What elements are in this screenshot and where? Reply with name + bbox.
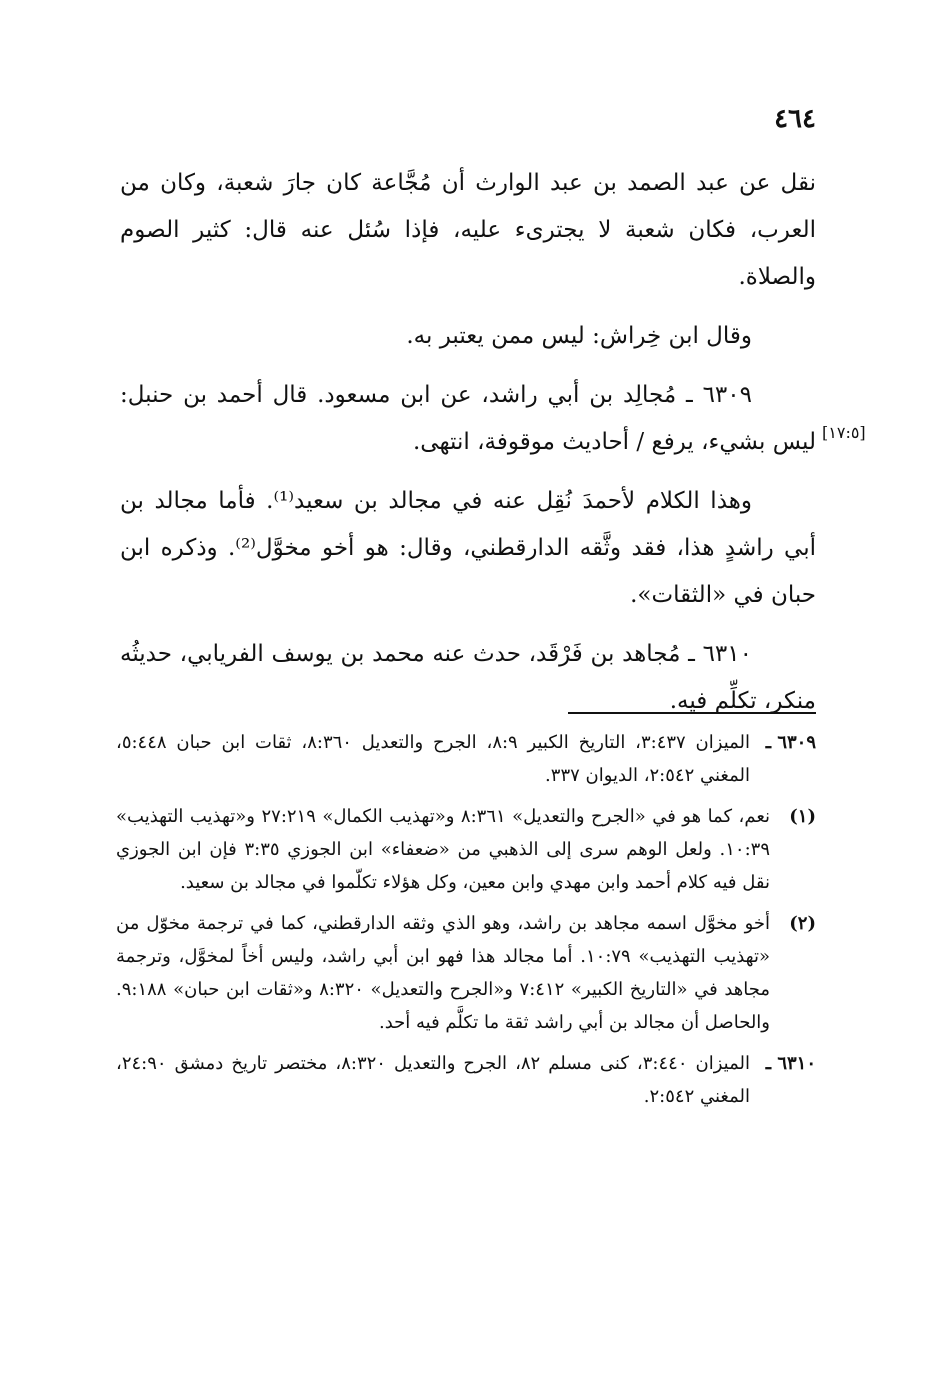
footnote-1 (116, 800, 816, 899)
footnote-ref-number: ٦٣٠٩ ـ (765, 732, 816, 753)
footnote-divider (568, 712, 816, 714)
footnote-ref-text: الميزان ٣:٤٣٧، التاريخ الكبير ٨:٩، الجرح والتعديل ٨:٣٦٠، ثقات ابن حبان ٥:٤٤٨، المغني ٢:٥٤٢، الديوان ٣٣٧. (116, 732, 751, 786)
entry-6309: ٦٣٠٩ ـ مُجالِد بن أبي راشد، عن ابن مسعود. قال أحمد بن حنبل: ليس بشيء، يرفع / أحاديث موقوفة، انتهى. (120, 382, 816, 455)
footnotes (116, 726, 816, 1121)
footnote-text: نعم، كما هو في «الجرح والتعديل» ٨:٣٦١ و«تهذيب الكمال» ٢٧:٢١٩ و«تهذيب التهذيب» ١٠:٣٩. ولعل الوهم سرى إلى الذهبي من «ضعفاء» ابن الجوزي ٣:٣٥ فإن ابن الجوزي نقل فيه كلام أحمد وابن مهدي وابن معين، وكل هؤلاء تكلّموا في مجالد بن سعيد. (116, 806, 771, 893)
main-text (120, 160, 816, 737)
footnote-marker: (١) (789, 806, 816, 827)
paragraph-ibn-khirash: وقال ابن خِراش: ليس ممن يعتبر به. (406, 323, 752, 349)
footnote-2 (116, 907, 816, 1039)
paragraph-mujjaa: نقل عن عبد الصمد بن عبد الوارث أن مُجَّاعة كان جارَ شعبة، وكان من العرب، فكان شعبة لا يجترىء عليه، فإذا سُئل عنه قال: كثير الصوم والصلاة. (120, 170, 816, 290)
page-number: ٤٦٤ (774, 104, 816, 134)
footnote-marker: (٢) (789, 913, 816, 934)
footnote-ref-6309 (116, 726, 816, 792)
margin-note: [١٧:٥] (822, 423, 866, 442)
footnote-ref-number: ٦٣١٠ ـ (765, 1053, 816, 1074)
paragraph-commentary: وهذا الكلام لأحمدَ نُقِل عنه في مجالد بن سعيد⁽¹⁾. فأما مجالد بن أبي راشدٍ هذا، فقد وثَّقه الدارقطني، وقال: هو أخو مخوَّل⁽²⁾. وذكره ابن حبان في «الثقات». (120, 488, 817, 608)
footnote-text: أخو مخوَّل اسمه مجاهد بن راشد، وهو الذي وثقه الدارقطني، كما في ترجمة مخوّل من «تهذيب التهذيب» ١٠:٧٩. أما مجالد هذا فهو ابن أبي راشد، وليس أخاً لمخوَّل، وترجمة مجاهد في «التاريخ الكبير» ٧:٤١٢ و«الجرح والتعديل» ٨:٣٢٠ و«ثقات ابن حبان» ٩:١٨٨. والحاصل أن مجالد بن أبي راشد ثقة ما تكلَّم فيه أحد. (116, 913, 771, 1033)
entry-6310: ٦٣١٠ ـ مُجاهد بن فَرْقَد، حدث عنه محمد بن يوسف الفريابي، حديثُه منكر، تكلِّم فيه. (120, 641, 816, 714)
footnote-ref-6310 (116, 1047, 816, 1113)
footnote-ref-text: الميزان ٣:٤٤٠، كنى مسلم ٨٢، الجرح والتعديل ٨:٣٢٠، مختصر تاريخ دمشق ٢٤:٩٠، المغني ٢:٥٤٢. (116, 1053, 750, 1107)
